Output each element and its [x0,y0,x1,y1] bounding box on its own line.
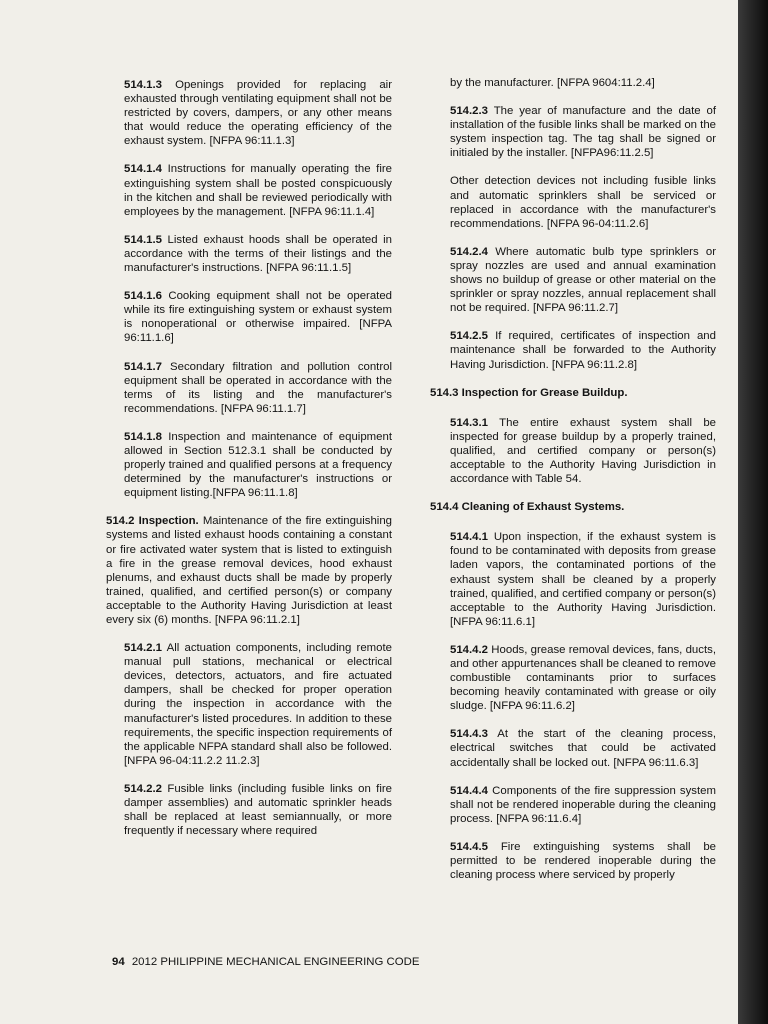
section-number: 514.2.4 [450,245,489,258]
section-number: 514.1.8 [124,430,163,443]
paragraph-514-4-4 [430,784,716,826]
left-column [106,78,392,852]
paragraph-text: Hoods, grease removal devices, fans, ducts, and other appurtenances shall be cleaned to remove combustible contaminants prior to surfaces becoming heavily contaminated with grease or oily sludge. [NFPA 96:11.6.2] [450,643,716,713]
section-number: 514.2.3 [450,105,489,118]
paragraph-514-3-1 [430,416,716,486]
paragraph-514-4-5 [430,840,716,882]
section-number: 514.4.1 [450,531,489,544]
section-number: 514.1.5 [124,233,163,246]
paragraph-514-2-1 [106,641,392,768]
page-number: 94 [112,956,125,968]
paragraph-514-1-5 [106,233,392,275]
section-number: 514.2.5 [450,330,489,343]
paragraph-text: Fusible links (including fusible links on fire damper assemblies) and automatic sprinkler heads shall be replaced at least semiannually, or more frequently if necessary where required [124,782,392,838]
paragraph-other-detection [430,174,716,230]
paragraph-514-2-4 [430,245,716,315]
section-number: 514.2.1 [124,642,163,655]
paragraph-text: Fire extinguishing systems shall be permitted to be rendered inoperable during the cleaning process where serviced by properly [450,840,716,882]
paragraph-text: Upon inspection, if the exhaust system is found to be contaminated with deposits from grease laden vapors, the contaminated portions of the exhaust system shall be cleaned by a properly trained, qualified, and certified company or person(s) acceptable to the Authority Having Jurisdiction. [NFPA 96:11.6.1] [450,531,716,628]
section-number: 514.4.2 [450,643,489,656]
paragraph-text: Components of the fire suppression system shall not be rendered inoperable during the cleaning process. [NFPA 96:11.6.4] [450,784,716,825]
section-number: 514.4.3 [450,728,489,741]
section-number: 514.2.2 [124,782,163,795]
paragraph-text: All actuation components, including remote manual pull stations, mechanical or electrical devices, detectors, actuators, and fire actuated dampers, shall be checked for proper operation during the inspection in accordance with the manufacturer's listed procedures. In addition to these requirements, the specific inspection requirements of the applicable NFPA standard shall also be followed. [NFPA 96-04:11.2.2 11.2.3] [124,642,392,767]
section-number: 514.3.1 [450,416,489,429]
section-heading: 514.2 Inspection. [106,515,199,528]
paragraph-text: Cooking equipment shall not be operated while its fire extinguishing system or exhaust system is nonoperational or otherwise impaired. [NFPA 96:11.1.6] [124,290,392,345]
paragraph-514-4-3 [430,727,716,769]
section-number: 514.1.6 [124,290,163,303]
paragraph-514-2-3 [430,104,716,160]
continuation-text: by the manufacturer. [NFPA 9604:11.2.4] [450,77,655,89]
paragraph-text: Instructions for manually operating the fire extinguishing system shall be posted conspicuously in the kitchen and shall be reviewed periodically with employees by the management. [NFPA 96:11.1.4] [124,163,392,218]
paragraph-514-1-3 [106,78,392,148]
paragraph-514-2 [106,514,392,627]
right-column [430,76,716,896]
section-number: 514.4.5 [450,840,489,853]
section-heading-514-3: 514.3 Inspection for Grease Buildup. [430,386,628,399]
paragraph-text: Listed exhaust hoods shall be operated in accordance with the terms of their listings and the manufacturer's instructions. [NFPA 96:11.1.5] [124,233,392,275]
paragraph-514-4-1 [430,530,716,629]
paragraph-text: Other detection devices not including fusible links and automatic sprinklers shall be serviced or replaced in accordance with the manufacturer's recommendations. [NFPA 96-04:11.2.6] [450,175,716,230]
paragraph-514-2-5 [430,329,716,371]
paragraph-text: Inspection and maintenance of equipment allowed in Section 512.3.1 shall be conducted by properly trained and qualified persons at a frequency determined by the manufacturer's instructions or equipment listing.[NFPA 96:11.1.8] [124,430,392,500]
paragraph-text: Secondary filtration and pollution control equipment shall be operated in accordance with the terms of its listing and the manufacturer's recommendations. [NFPA 96:11.1.7] [124,360,393,415]
section-number: 514.1.4 [124,163,163,176]
section-number: 514.1.3 [124,79,163,91]
paragraph-text: At the start of the cleaning process, electrical switches that could be activated accidentally shall be locked out. [NFPA 96:11.6.3] [450,728,716,769]
paragraph-514-1-8 [106,430,392,500]
section-number: 514.1.7 [124,360,163,373]
section-heading-514-4: 514.4 Cleaning of Exhaust Systems. [430,501,625,514]
paragraph-text: If required, certificates of inspection and maintenance shall be forwarded to the Authority Having Jurisdiction. [NFPA 96:11.2.8] [450,330,716,371]
paragraph-text: Openings provided for replacing air exhausted through ventilating equipment shall not be restricted by covers, dampers, or any other means that would reduce the operating efficiency of the exhaust system. [NFPA 96:11.1.3] [124,79,392,148]
paragraph-514-1-4 [106,162,392,218]
paragraph-514-1-7 [106,360,392,416]
section-number: 514.4.4 [450,784,489,797]
paragraph-text: The year of manufacture and the date of installation of the fusible links shall be marked on the system inspection tag. The tag shall be signed or initialed by the installer. [NFPA96:11.2.5] [450,105,716,160]
paragraph-514-2-2 [106,782,392,838]
paragraph-text: Where automatic bulb type sprinklers or spray nozzles are used and annual examination shows no buildup of grease or other material on the sprinkler or spray nozzles, annual replacement shall not be required. [NFPA 96:11.2.7] [450,245,716,315]
binding-edge [738,0,768,1024]
paragraph-514-4-2 [430,643,716,713]
footer-title: 2012 PHILIPPINE MECHANICAL ENGINEERING CODE [131,956,420,968]
paragraph-514-1-6 [106,289,392,345]
paragraph-text: Maintenance of the fire extinguishing systems and listed exhaust hoods containing a constant or fire activated water system that is listed to extinguish a fire in the grease removal devices, hood exhaust plenums, and exhaust ducts shall be made by properly trained, qualified, and certified person(s) or company acceptable to the Authority Having Jurisdiction at least every six (6) months. [NFPA 96:11.2.1] [106,515,393,626]
page-footer [112,956,419,968]
paragraph-text: The entire exhaust system shall be inspected for grease buildup by a properly trained, qualified, and certified company or person(s) acceptable to the Authority Having Jurisdiction in accordance with Table 54. [450,416,716,486]
